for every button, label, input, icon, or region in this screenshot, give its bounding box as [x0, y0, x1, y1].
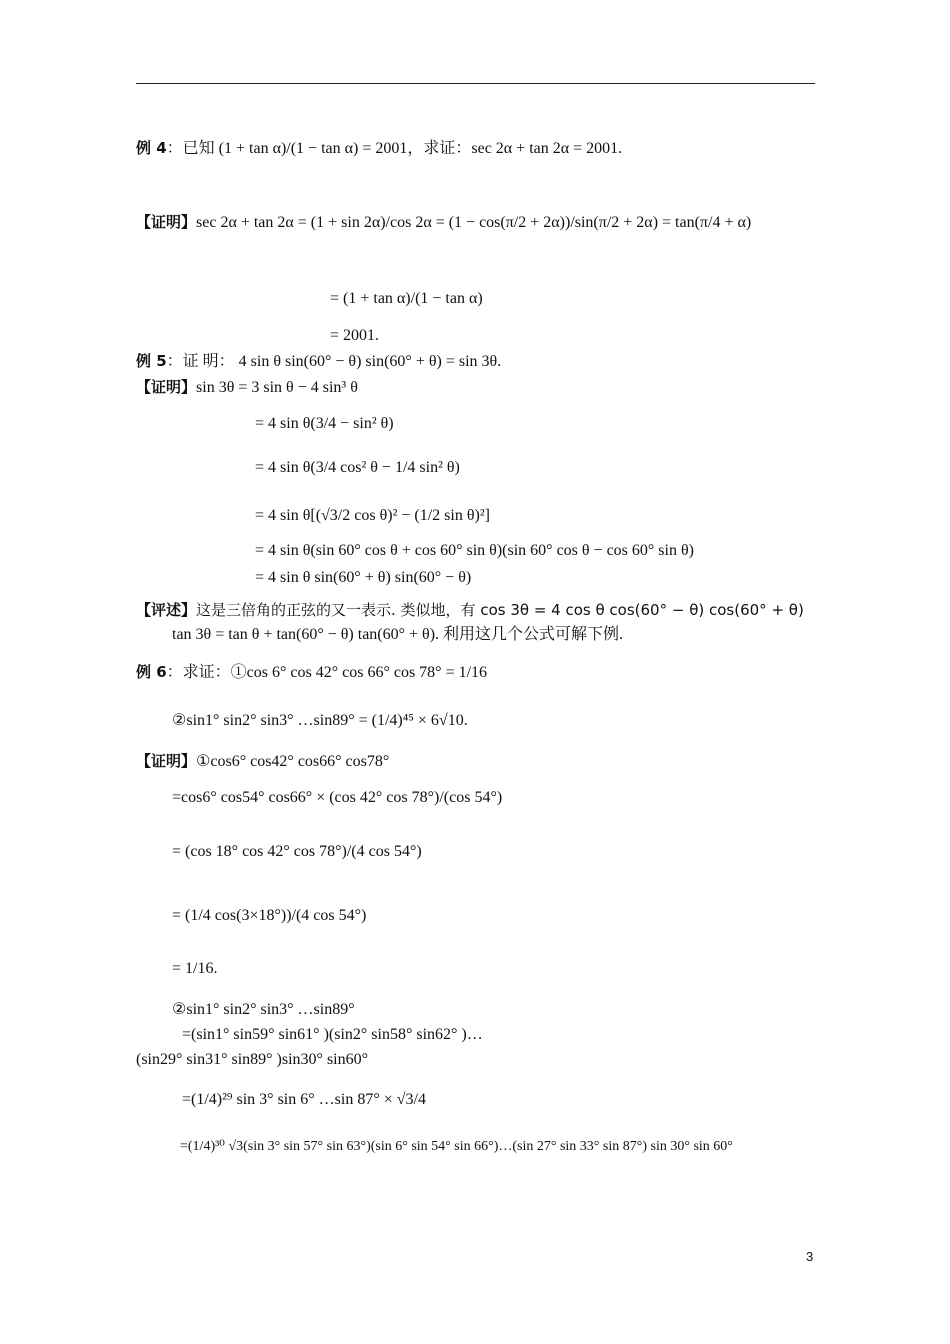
remark-label: 【评述】	[136, 601, 197, 619]
example-6-part2-step-4: =(1/4)³⁰ √3(sin 3° sin 57° sin 63°)(sin 6° sin 54° sin 66°)…(sin 27° sin 33° sin 87°) sin 30° sin 60°	[180, 1139, 733, 1154]
example-6-part1-step-3: = (1/4 cos(3×18°))/(4 cos 54°)	[172, 907, 367, 924]
example-6-part2-step-3: =(1/4)²⁹ sin 3° sin 6° …sin 87° × √3/4	[182, 1091, 426, 1108]
example-5-label: 例 5	[136, 352, 167, 370]
example-6-line-1	[136, 663, 487, 682]
example-6-statement-2: ②sin1° sin2° sin3° …sin89° = (1/4)⁴⁵ × 6√10.	[172, 712, 468, 729]
example-6-part2-step-1: =(sin1° sin59° sin61° )(sin2° sin58° sin62° )…	[182, 1026, 483, 1043]
example-6-part2-step-2: (sin29° sin31° sin89° )sin30° sin60°	[136, 1051, 369, 1068]
example-5-proof-line-0	[136, 378, 358, 397]
example-5-statement: ：证 明： 4 sin θ sin(60° − θ) sin(60° + θ) = sin 3θ.	[166, 353, 502, 370]
example-5-step-1: = 4 sin θ(3/4 − sin² θ)	[255, 415, 394, 432]
header-rule	[136, 83, 815, 84]
remark-line-1	[136, 601, 804, 619]
example-6-label: 例 6	[136, 663, 167, 681]
example-4-proof-line-3: = 2001.	[330, 327, 380, 344]
example-6-statement-1: ：求证：①cos 6° cos 42° cos 66° cos 78° = 1/16	[166, 664, 488, 681]
example-4-proof-line-2: = (1 + tan α)/(1 − tan α)	[330, 290, 483, 307]
example-5-line	[136, 352, 501, 371]
example-6-part1-step-2: = (cos 18° cos 42° cos 78°)/(4 cos 54°)	[172, 843, 422, 860]
example-6-part2-step-0: ②sin1° sin2° sin3° …sin89°	[172, 1001, 355, 1018]
remark-line-2: tan 3θ = tan θ + tan(60° − θ) tan(60° + θ). 利用这几个公式可解下例.	[172, 626, 624, 643]
example-6-proof-line-0	[136, 752, 389, 771]
proof-label: 【证明】	[136, 213, 197, 231]
proof-label: 【证明】	[136, 752, 197, 770]
example-4-proof-line-1	[136, 213, 751, 232]
example-5-step-5: = 4 sin θ sin(60° + θ) sin(60° − θ)	[255, 569, 472, 586]
proof-label: 【证明】	[136, 378, 197, 396]
example-5-step-3: = 4 sin θ[(√3/2 cos θ)² − (1/2 sin θ)²]	[255, 507, 490, 524]
proof-formula: sin 3θ = 3 sin θ − 4 sin³ θ	[196, 379, 358, 396]
example-4-statement: ：已知 (1 + tan α)/(1 − tan α) = 2001，求证：sec 2α + tan 2α = 2001.	[166, 140, 623, 157]
example-6-part1-step-1: =cos6° cos54° cos66° × (cos 42° cos 78°)/(cos 54°)	[172, 789, 503, 806]
example-5-step-4: = 4 sin θ(sin 60° cos θ + cos 60° sin θ)(sin 60° cos θ − cos 60° sin θ)	[255, 542, 694, 559]
example-6-part1-step-4: = 1/16.	[172, 960, 218, 977]
proof-formula: ①cos6° cos42° cos66° cos78°	[196, 753, 390, 770]
example-5-step-2: = 4 sin θ(3/4 cos² θ − 1/4 sin² θ)	[255, 459, 460, 476]
example-4-line	[136, 139, 622, 158]
example-4-label: 例 4	[136, 139, 167, 157]
page-number: 3	[806, 1249, 814, 1264]
proof-formula: sec 2α + tan 2α = (1 + sin 2α)/cos 2α = (1 − cos(π/2 + 2α))/sin(π/2 + 2α) = tan(π/4 + α)	[196, 214, 752, 231]
remark-text-1: 这是三倍角的正弦的又一表示. 类似地，有 cos 3θ = 4 cos θ cos(60° − θ) cos(60° + θ)	[196, 601, 804, 619]
